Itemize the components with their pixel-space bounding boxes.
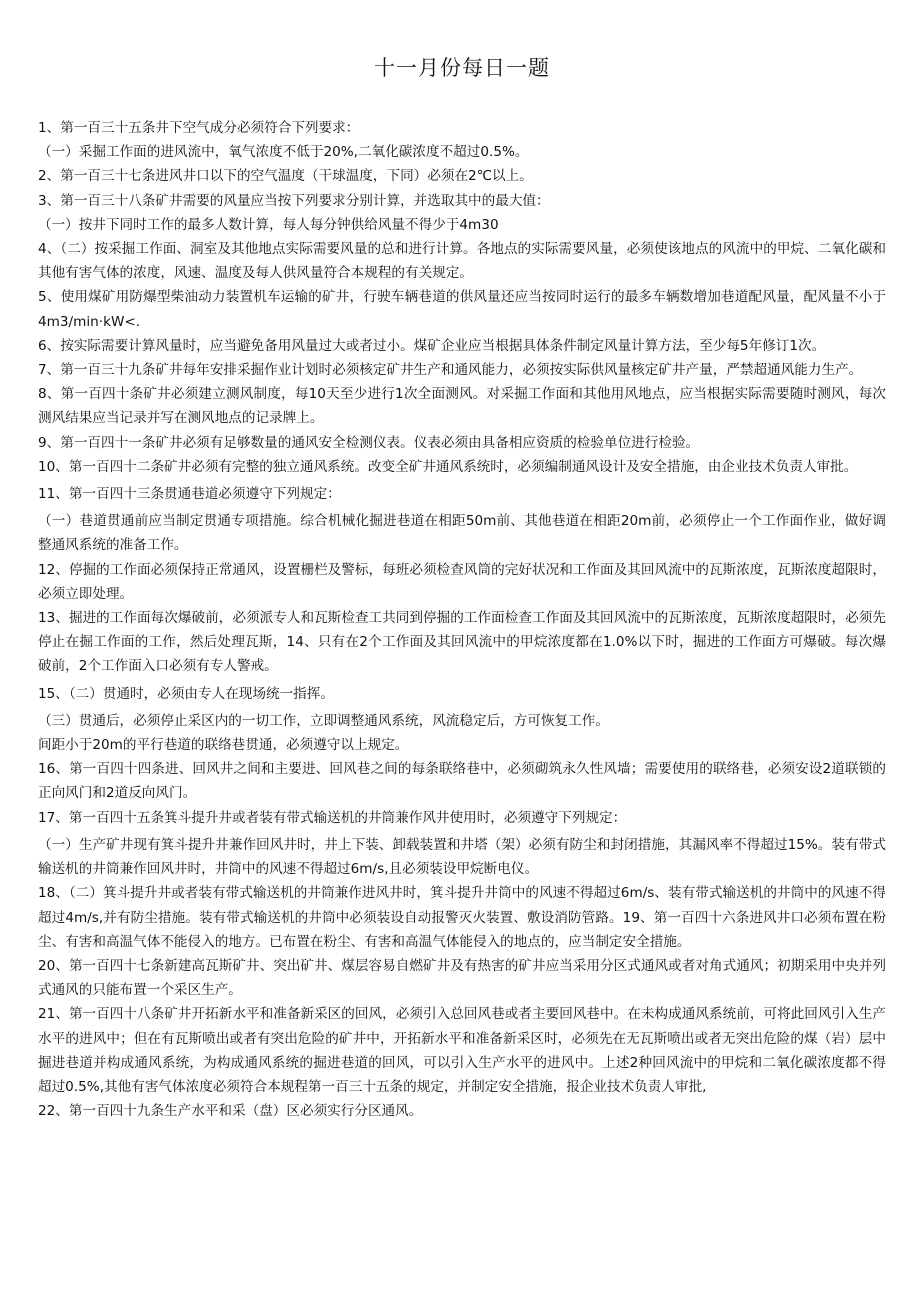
paragraph: 22、第一百四十九条生产水平和采（盘）区必须实行分区通风。 — [38, 1103, 423, 1120]
paragraph: 4、（二）按采掘工作面、洞室及其他地点实际需要风量的总和进行计算。各地点的实际需要风量，必须使该地点的风流中的甲烷、二氧化碳和其他有害气体的浓度，风速、温度及每人供风量符合本规程的有关规定。 — [38, 241, 886, 282]
paragraph: 9、第一百四十一条矿井必须有足够数量的通风安全检测仪表。仪表必须由具备相应资质的检验单位进行检验。 — [38, 434, 700, 451]
paragraph: 16、第一百四十四条进、回风井之间和主要进、回风巷之间的每条联络巷中，必须砌筑永久性风墙；需要使用的联络巷，必须安设2道联锁的正向风门和2道反向风门。 — [38, 761, 886, 802]
paragraph: 20、第一百四十七条新建高瓦斯矿井、突出矿井、煤层容易自燃矿井及有热害的矿井应当采用分区式通风或者对角式通风；初期采用中央并列式通风的只能布置一个采区生产。 — [38, 957, 886, 999]
paragraph: 7、第一百三十九条矿井每年安排采掘作业计划时必须核定矿井生产和通风能力，必须按实际供风量核定矿井产量，严禁超通风能力生产。 — [38, 362, 863, 379]
paragraph: 21、第一百四十八条矿井开拓新水平和准备新采区的回风，必须引入总回风巷或者主要回风巷中。在未构成通风系统前，可将此回风引入生产水平的进风中；但在有瓦斯喷出或者有突出危险的矿井中，开拓新水平和准备新采区时，必须先在无瓦斯喷出或者无突出危险的煤（岩）层中掘进巷道并构成通风系统，为构成通风系统的掘进巷道的回风，可以引入生产水平的进风中。上述2种回风流中的甲烷和二氧化碳浓度都不得超过0.5%,其他有害气体浓度必须符合本规程第一百三十五条的规定，并制定安全措施，报企业技术负责人审批, — [38, 1006, 886, 1095]
document-body — [38, 116, 886, 1123]
paragraph: 17、第一百四十五条箕斗提升井或者装有带式输送机的井筒兼作风井使用时，必须遵守下列规定： — [38, 809, 627, 826]
paragraph: 8、第一百四十条矿井必须建立测风制度，每10天至少进行1次全面测风。对采掘工作面和其他用风地点，应当根据实际需要随时测风，每次测风结果应当记录并写在测风地点的记录牌上。 — [38, 386, 886, 427]
paragraph: （一）采掘工作面的进风流中，氧气浓度不低于20%,二氧化碳浓度不超过0.5%。 — [38, 144, 529, 161]
paragraph: 18、（二）箕斗提升井或者装有带式输送机的井筒兼作进风井时，箕斗提升井筒中的风速不得超过6m/s、装有带式输送机的井筒中的风速不得超过4m∕s,并有防尘措施。装有带式输送机的井筒中必须装设自动报警灭火装置、敷设消防管路。19、第一百四十六条进风井口必须布置在粉尘、有害和高温气体不能侵入的地方。已布置在粉尘、有害和高温气体能侵入的地点的，应当制定安全措施。 — [38, 885, 886, 950]
paragraph: 13、掘进的工作面每次爆破前，必须派专人和瓦斯检查工共同到停掘的工作面检查工作面及其回风流中的瓦斯浓度，瓦斯浓度超限时，必须先停止在掘工作面的工作，然后处理瓦斯，14、只有在2个工作面及其回风流中的甲烷浓度都在1.0%以下时，掘进的工作面方可爆破。每次爆破前，2个工作面入口必须有专人警戒。 — [38, 610, 886, 675]
paragraph: 15、（二）贯通时，必须由专人在现场统一指挥。 — [38, 685, 334, 702]
paragraph: 1、第一百三十五条井下空气成分必须符合下列要求： — [38, 120, 360, 136]
paragraph: （一）巷道贯通前应当制定贯通专项措施。综合机械化掘进巷道在相距50m前、其他巷道在相距20m前，必须停止一个工作面作业，做好调整通风系统的准备工作。 — [38, 513, 886, 554]
paragraph: 2、第一百三十七条进风井口以下的空气温度（干球温度，下同）必须在2℃以上。 — [38, 168, 533, 185]
paragraph: （三）贯通后，必须停止采区内的一切工作，立即调整通风系统，风流稳定后，方可恢复工作。 — [38, 712, 609, 729]
paragraph: （一）生产矿井现有箕斗提升井兼作回风井时，井上下装、卸载装置和井塔（架）必须有防尘和封闭措施，其漏风率不得超过15%。装有带式输送机的井筒兼作回风井时，井筒中的风速不得超过6m∕s,且必须装设甲烷断电仪。 — [38, 836, 886, 878]
paragraph: 间距小于20m的平行巷道的联络巷贯通，必须遵守以上规定。 — [38, 737, 409, 754]
paragraph: 6、按实际需要计算风量时，应当避免备用风量过大或者过小。煤矿企业应当根据具体条件制定风量计算方法，至少每5年修订1次。 — [38, 337, 826, 354]
paragraph: （一）按井下同时工作的最多人数计算，每人每分钟供给风量不得少于4m30 — [38, 216, 499, 233]
paragraph: 5、使用煤矿用防爆型柴油动力装置机车运输的矿井，行驶车辆巷道的供风量还应当按同时运行的最多车辆数增加巷道配风量，配风量不小于4m3∕min·kW<. — [38, 289, 886, 330]
paragraph: 3、第一百三十八条矿井需要的风量应当按下列要求分别计算，并选取其中的最大值： — [38, 192, 550, 209]
paragraph: 11、第一百四十三条贯通巷道必须遵守下列规定： — [38, 486, 341, 503]
paragraph: 10、第一百四十二条矿井必须有完整的独立通风系统。改变全矿井通风系统时，必须编制通风设计及安全措施，由企业技术负责人审批。 — [38, 458, 858, 475]
page-title: 十一月份每日一题 — [374, 56, 550, 80]
paragraph: 12、停掘的工作面必须保持正常通风，设置栅栏及警标，每班必须检查风筒的完好状况和工作面及其回风流中的瓦斯浓度，瓦斯浓度超限时，必须立即处理。 — [38, 561, 886, 602]
